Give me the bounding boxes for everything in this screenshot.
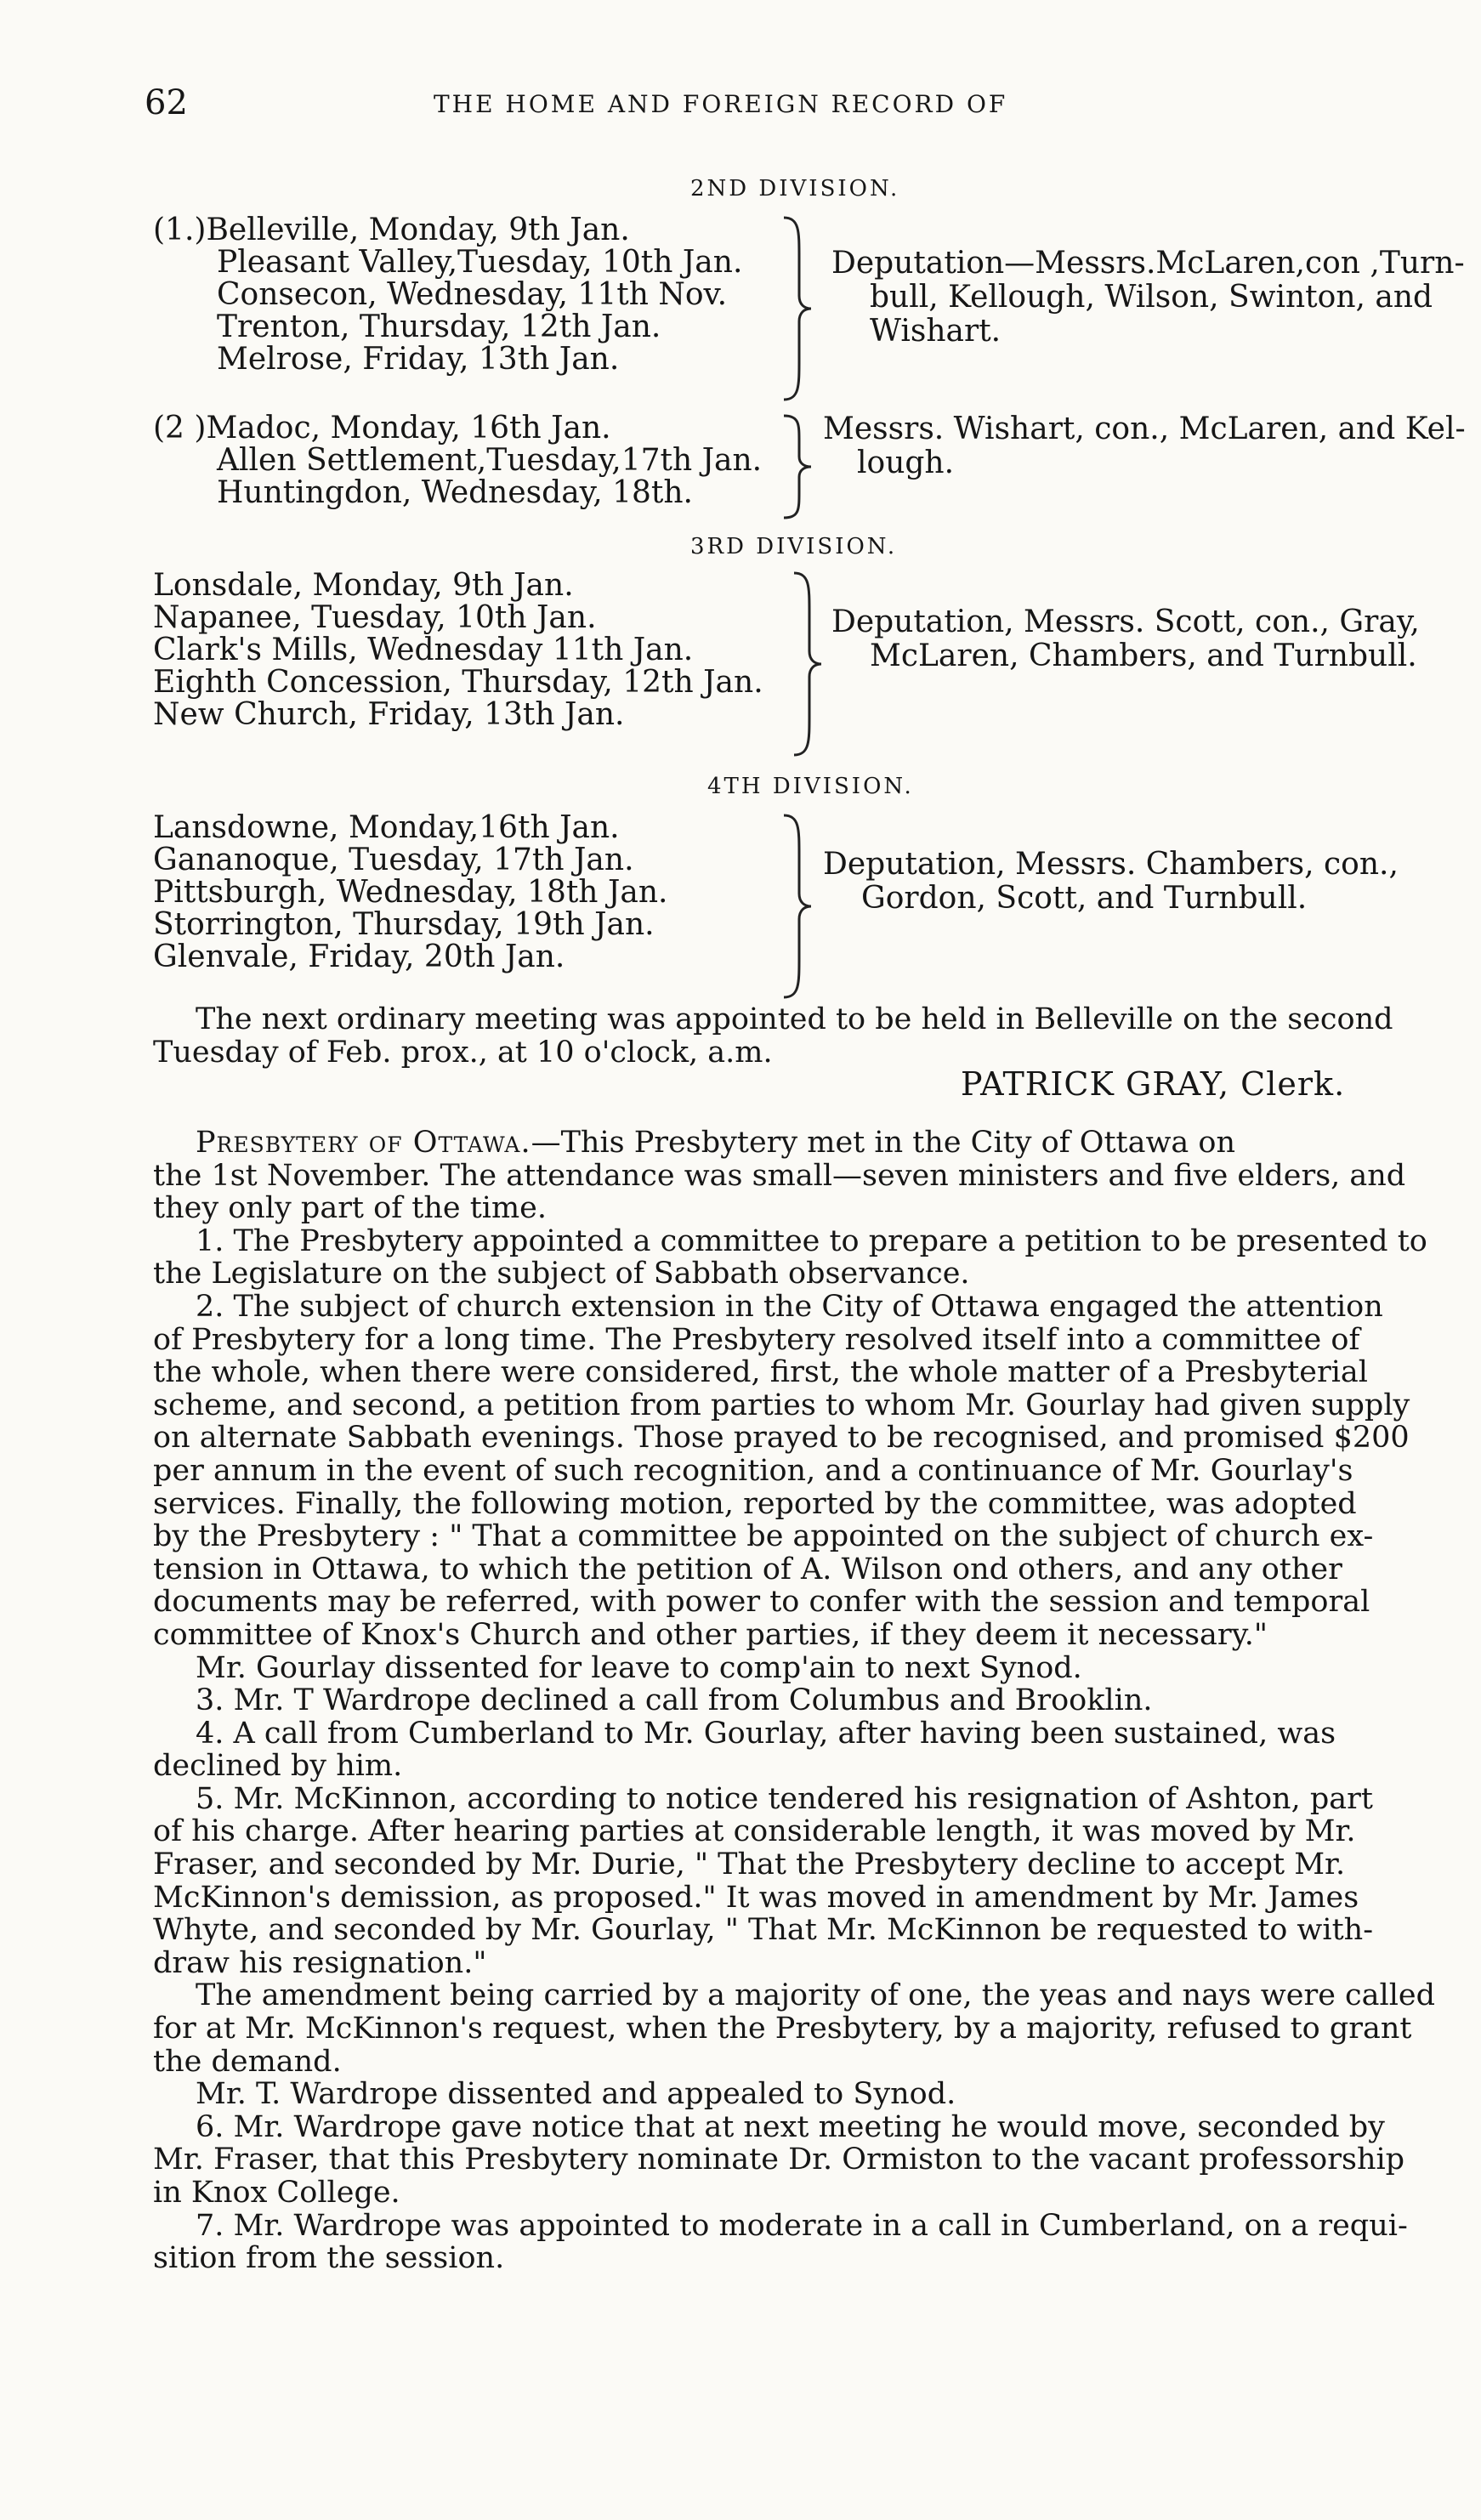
division-heading: 4TH DIVISION.	[707, 774, 914, 799]
deputation-text	[831, 247, 1465, 349]
station-list	[153, 812, 667, 973]
station-line: Lansdowne, Monday,16th Jan.	[153, 810, 620, 845]
text-line: The next ordinary meeting was appointed to be held in Belleville on the second	[196, 1002, 1393, 1036]
text-line: sition from the session.	[153, 2241, 505, 2276]
deputation-line: Gordon, Scott, and Turnbull.	[861, 881, 1308, 916]
text-line: in Knox College.	[153, 2176, 400, 2210]
text-line: 6. Mr. Wardrope gave notice that at next meeting he would move, seconded by	[196, 2109, 1385, 2144]
text-line: Tuesday of Feb. prox., at 10 o'clock, a.m.	[153, 1035, 773, 1070]
text-line: 2. The subject of church extension in the City of Ottawa engaged the attention	[196, 1289, 1383, 1324]
station-line: Clark's Mills, Wednesday 11th Jan.	[153, 633, 694, 667]
text-line: Mr. T. Wardrope dissented and appealed to Synod.	[196, 2077, 956, 2112]
right-brace	[780, 214, 814, 403]
text-line: the demand.	[153, 2044, 342, 2079]
text-line: draw his resignation."	[153, 1945, 487, 1980]
deputation-line: Deputation, Messrs. Scott, con., Gray,	[831, 604, 1420, 639]
station-line: Pittsburgh, Wednesday, 18th Jan.	[153, 875, 668, 910]
text-line: for at Mr. McKinnon's request, when the Presbytery, by a majority, refused to grant	[153, 2012, 1412, 2046]
station-line: New Church, Friday, 13th Jan.	[153, 697, 625, 732]
ottawa-report	[153, 1127, 1454, 2275]
text-line: services. Finally, the following motion, reported by the committee, was adopted	[153, 1486, 1357, 1521]
page-number: 62	[145, 83, 188, 122]
station-line: Storrington, Thursday, 19th Jan.	[153, 907, 655, 942]
text-line: The amendment being carried by a majority of one, the yeas and nays were called	[196, 1978, 1436, 2013]
deputation-line: Messrs. Wishart, con., McLaren, and Kel-	[823, 411, 1466, 446]
deputation-line: lough.	[857, 446, 955, 480]
text-line: Fraser, and seconded by Mr. Durie, " That the Presbytery decline to accept Mr.	[153, 1847, 1346, 1882]
deputation-line: Deputation—Messrs.McLaren,con ,Turn-	[831, 246, 1465, 281]
text-line: of Presbytery for a long time. The Presbytery resolved itself into a committee of	[153, 1322, 1360, 1357]
text-line: the whole, when there were considered, first, the whole matter of a Presbyterial	[153, 1355, 1368, 1390]
text-line: on alternate Sabbath evenings. Those prayed to be recognised, and promised $200	[153, 1421, 1410, 1456]
text-line: 7. Mr. Wardrope was appointed to moderate in a call in Cumberland, on a requi-	[196, 2208, 1408, 2243]
meeting-notice	[153, 1003, 1454, 1069]
section-heading: Presbytery of Ottawa.	[196, 1126, 531, 1160]
station-line: Glenvale, Friday, 20th Jan.	[153, 939, 565, 974]
station-line: (1.)Belleville, Monday, 9th Jan.	[153, 213, 630, 247]
text-line: per annum in the event of such recognition, and a continuance of Mr. Gourlay's	[153, 1453, 1353, 1488]
deputation-line: Deputation, Messrs. Chambers, con.,	[823, 847, 1399, 882]
division-heading: 3RD DIVISION.	[690, 534, 898, 559]
text-line: they only part of the time.	[153, 1191, 547, 1226]
text-line	[153, 1127, 1454, 1160]
station-line: Melrose, Friday, 13th Jan.	[217, 342, 620, 377]
text-line: Mr. Fraser, that this Presbytery nominate Dr. Ormiston to the vacant professorship	[153, 2143, 1405, 2177]
station-line: Eighth Concession, Thursday, 12th Jan.	[153, 665, 763, 700]
station-line: (2 )Madoc, Monday, 16th Jan.	[153, 411, 611, 446]
text-line: Whyte, and seconded by Mr. Gourlay, " That Mr. McKinnon be requested to with-	[153, 1913, 1374, 1948]
deputation-line: Wishart.	[870, 314, 1002, 349]
division-heading: 2ND DIVISION.	[690, 176, 900, 201]
text-line: by the Presbytery : " That a committee be appointed on the subject of church ex-	[153, 1519, 1374, 1554]
text-line: the Legislature on the subject of Sabbath observance.	[153, 1257, 970, 1291]
text-span: —This Presbytery met in the City of Ottawa on	[531, 1126, 1236, 1160]
text-line: committee of Knox's Church and other parties, if they deem it necessary."	[153, 1617, 1268, 1652]
station-line: Trenton, Thursday, 12th Jan.	[217, 309, 661, 344]
text-line: the 1st November. The attendance was small—seven ministers and five elders, and	[153, 1158, 1406, 1193]
deputation-text	[831, 605, 1420, 673]
station-list	[153, 570, 763, 731]
text-line: 3. Mr. T Wardrope declined a call from Columbus and Brooklin.	[196, 1683, 1153, 1718]
text-line: 5. Mr. McKinnon, according to notice tendered his resignation of Ashton, part	[196, 1781, 1373, 1816]
text-line: Mr. Gourlay dissented for leave to comp'ain to next Synod.	[196, 1650, 1082, 1685]
station-line: Gananoque, Tuesday, 17th Jan.	[153, 843, 634, 877]
text-line: declined by him.	[153, 1749, 403, 1784]
text-line: tension in Ottawa, to which the petition of A. Wilson ond others, and any other	[153, 1552, 1342, 1586]
station-line: Pleasant Valley,Tuesday, 10th Jan.	[217, 245, 743, 280]
page-header	[145, 83, 1471, 134]
right-brace	[791, 570, 825, 758]
text-line: McKinnon's demission, as proposed." It was moved in amendment by Mr. James	[153, 1880, 1359, 1915]
text-line: 1. The Presbytery appointed a committee to prepare a petition to be presented to	[196, 1223, 1427, 1258]
clerk-signature: PATRICK GRAY, Clerk.	[961, 1065, 1346, 1103]
station-line: Consecon, Wednesday, 11th Nov.	[217, 277, 728, 312]
text-line: documents may be referred, with power to confer with the session and temporal	[153, 1585, 1370, 1620]
right-brace	[780, 412, 814, 521]
station-line: Allen Settlement,Tuesday,17th Jan.	[217, 443, 763, 478]
deputation-text	[823, 412, 1466, 480]
deputation-line: McLaren, Chambers, and Turnbull.	[870, 639, 1417, 673]
deputation-text	[823, 848, 1399, 916]
running-title: THE HOME AND FOREIGN RECORD OF	[434, 90, 1008, 118]
deputation-line: bull, Kellough, Wilson, Swinton, and	[870, 280, 1433, 315]
right-brace	[780, 812, 814, 1001]
station-line: Huntingdon, Wednesday, 18th.	[217, 475, 694, 510]
text-line: 4. A call from Cumberland to Mr. Gourlay, after having been sustained, was	[196, 1716, 1336, 1751]
text-line: of his charge. After hearing parties at considerable length, it was moved by Mr.	[153, 1814, 1356, 1849]
station-list	[153, 214, 742, 376]
station-line: Lonsdale, Monday, 9th Jan.	[153, 568, 574, 603]
text-line: scheme, and second, a petition from parties to whom Mr. Gourlay had given supply	[153, 1388, 1410, 1422]
station-list	[153, 412, 762, 509]
station-line: Napanee, Tuesday, 10th Jan.	[153, 600, 597, 635]
